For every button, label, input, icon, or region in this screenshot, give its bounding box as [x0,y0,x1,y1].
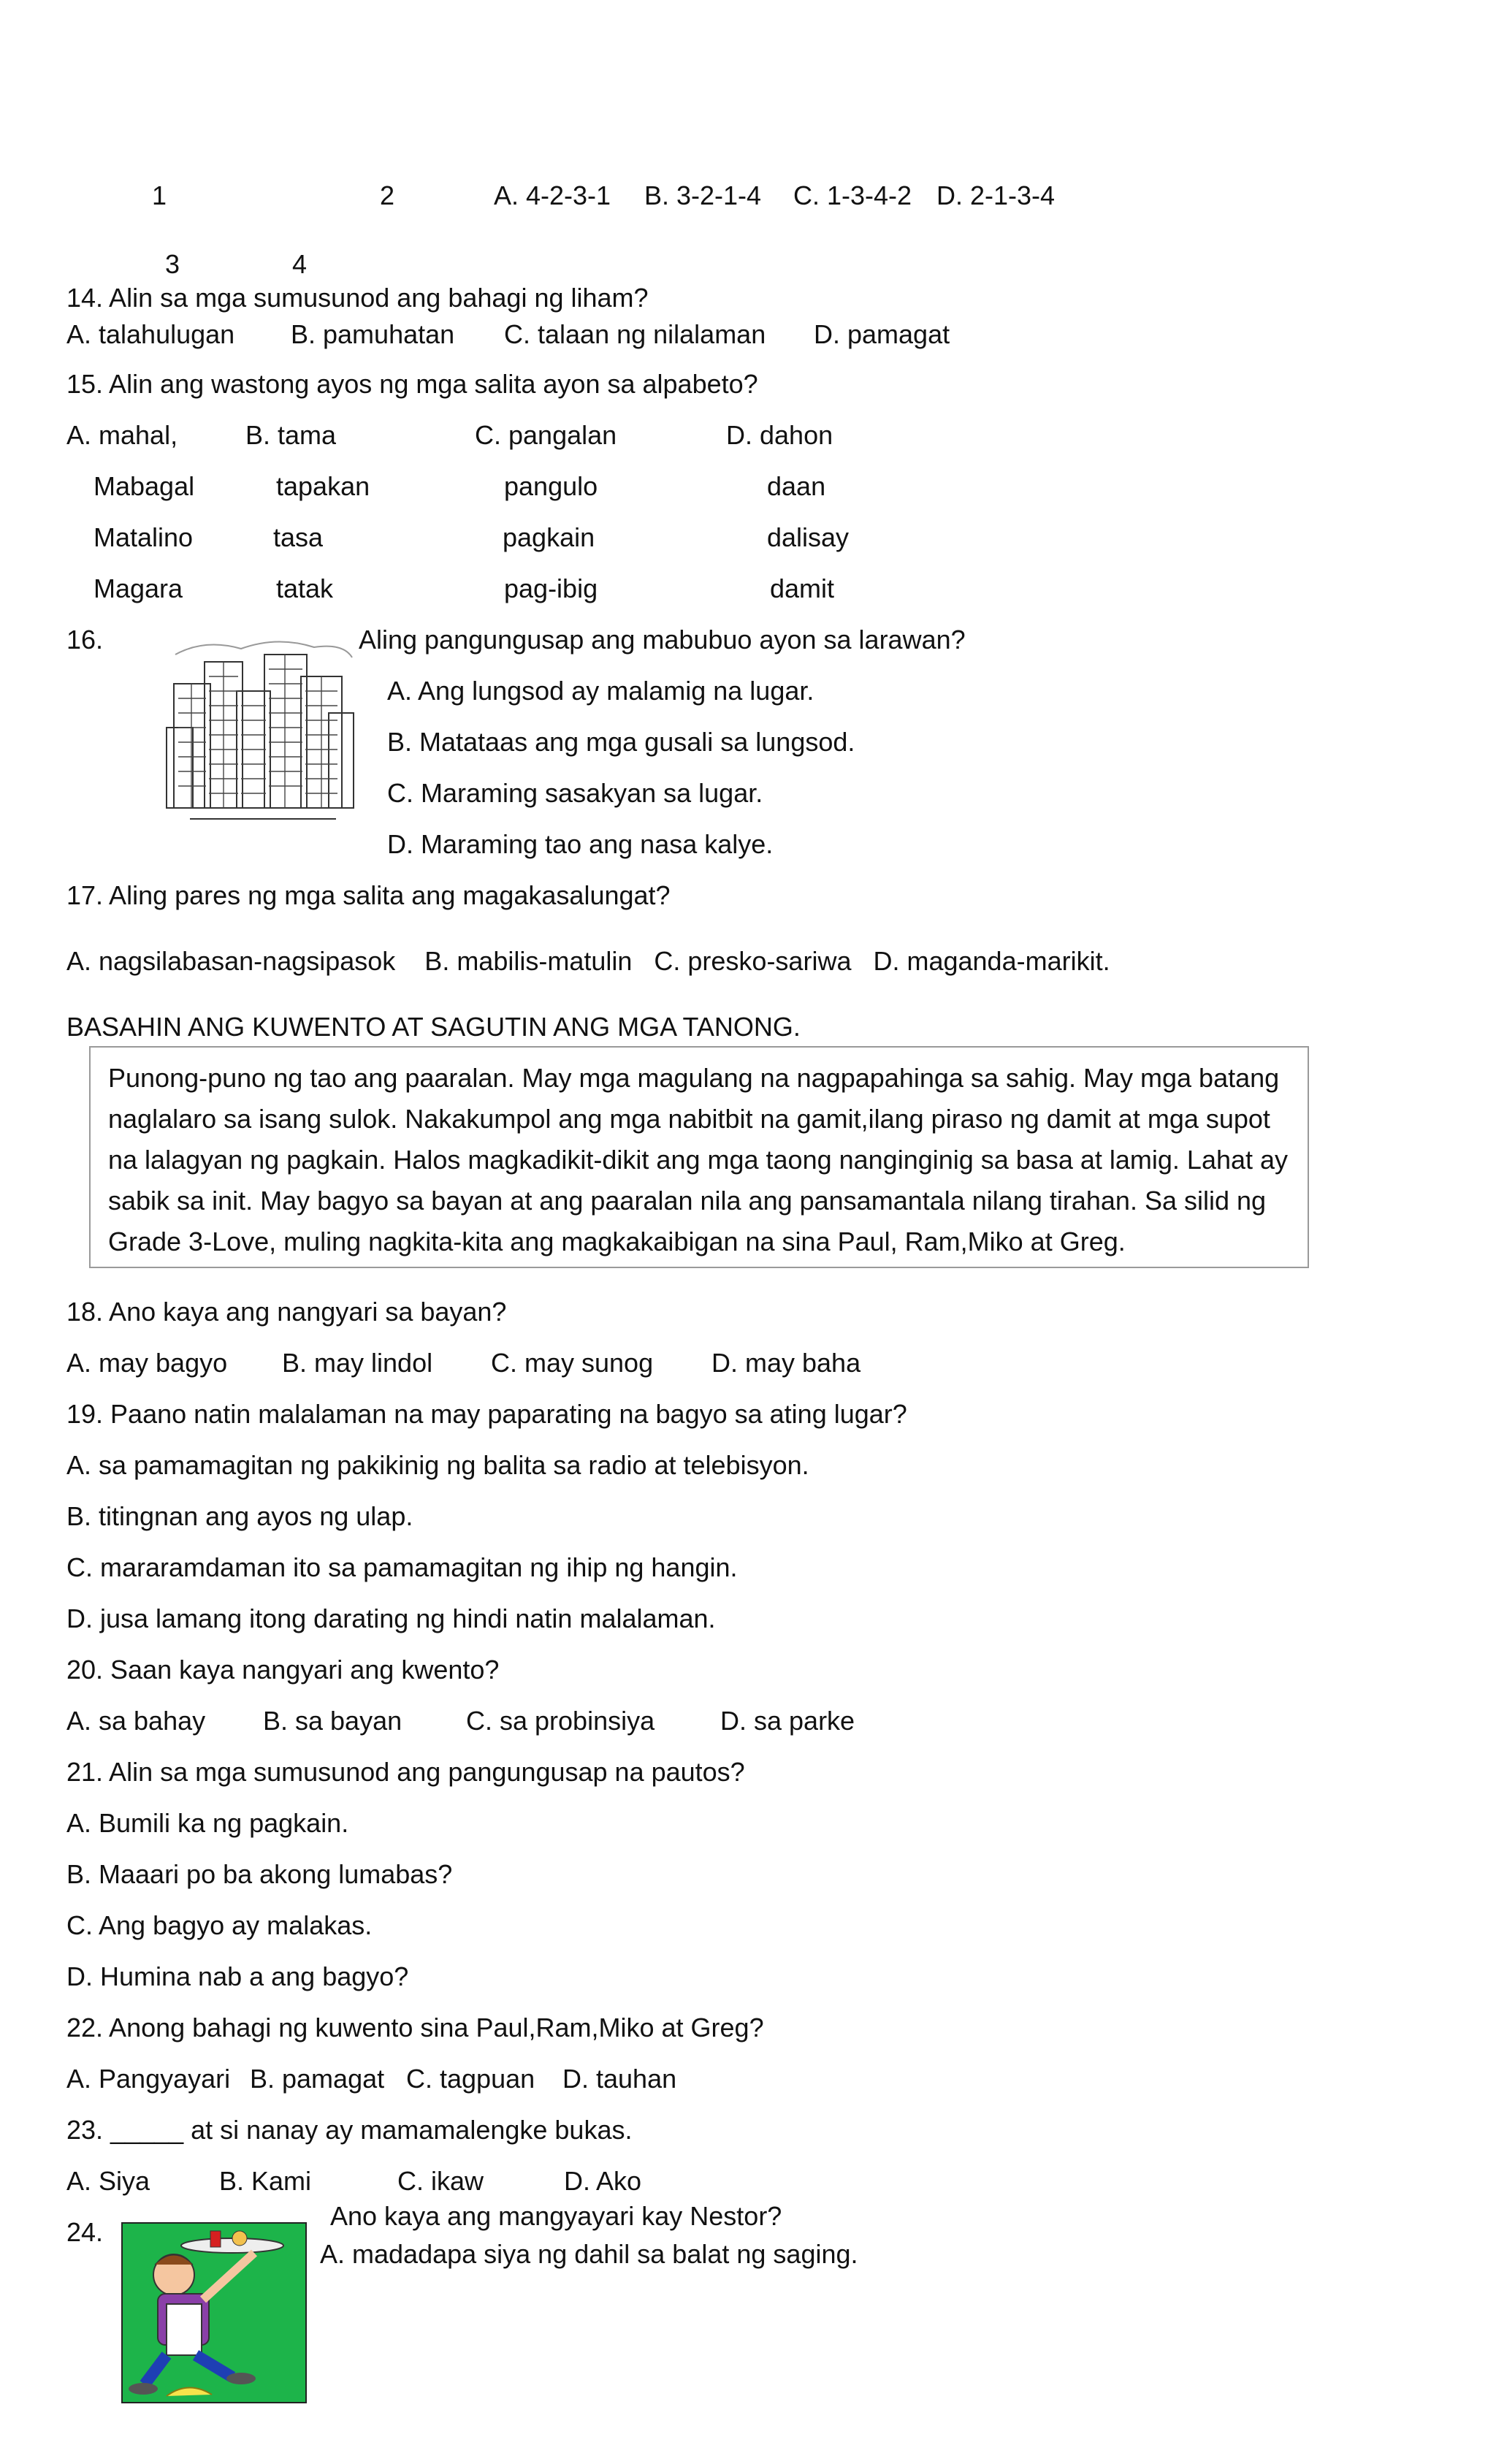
q18-option-c: C. may sunog [491,1348,654,1378]
passage-line-4: sabik sa init. May bagyo sa bayan at ang paaralan nila ang pansamantala nilang tirahan. Sa silid ng [108,1186,1267,1216]
q21-option-c: C. Ang bagyo ay malakas. [66,1910,373,1940]
passage-line-3: na lalagyan ng pagkain. Halos magkadikit-dikit ang mga taong nanginginig sa basa at lamig. Lahat ay [108,1145,1289,1175]
ordering-label-4: 4 [292,249,308,279]
q16-option-b: B. Matataas ang mga gusali sa lungsod. [387,727,855,757]
q23-option-c: C. ikaw [397,2166,484,2196]
q21-option-a: A. Bumili ka ng pagkain. [66,1808,349,1838]
q15-col-a-3: Magara [94,573,183,603]
q15-col-c-3: pag-ibig [504,573,598,603]
q23-option-a: A. Siya [66,2166,150,2196]
q15-col-d-1: daan [767,471,826,501]
q24-option-a: A. madadapa siya ng dahil sa balat ng saging. [320,2239,858,2269]
reading-heading: BASAHIN ANG KUWENTO AT SAGUTIN ANG MGA TANONG. [66,1012,801,1042]
q20-option-c: C. sa probinsiya [466,1706,655,1736]
q23-option-b: B. Kami [219,2166,312,2196]
question-24-number: 24. [66,2217,104,2247]
q22-option-b: B. pamagat [250,2064,385,2094]
ordering-label-2: 2 [380,180,395,210]
q15-col-b-2: tasa [273,522,324,552]
q16-option-d: D. Maraming tao ang nasa kalye. [387,829,774,859]
q18-option-d: D. may baha [711,1348,861,1378]
q23-option-d: D. Ako [564,2166,642,2196]
question-24: Ano kaya ang mangyayari kay Nestor? [330,2201,782,2231]
question-16-number: 16. [66,625,104,655]
q19-option-d: D. jusa lamang itong darating ng hindi natin malalaman. [66,1603,716,1633]
question-17: 17. Aling pares ng mga salita ang magakasalungat? [66,880,671,910]
q20-option-b: B. sa bayan [263,1706,402,1736]
question-20: 20. Saan kaya nangyari ang kwento? [66,1655,500,1685]
q15-col-b-3: tatak [276,573,334,603]
q14-option-d: D. pamagat [814,319,950,349]
question-18: 18. Ano kaya ang nangyari sa bayan? [66,1297,507,1327]
q18-option-a: A. may bagyo [66,1348,228,1378]
q15-col-d-0: D. dahon [726,420,833,450]
option-b: B. 3-2-1-4 [644,180,762,210]
waiter-slipping-image [121,2222,307,2403]
q15-col-c-2: pagkain [503,522,595,552]
q15-col-b-0: B. tama [245,420,337,450]
q15-col-d-2: dalisay [767,522,850,552]
passage-line-5: Grade 3-Love, muling nagkita-kita ang magkakaibigan na sina Paul, Ram,Miko at Greg. [108,1227,1126,1256]
q14-option-c: C. talaan ng nilalaman [504,319,766,349]
q18-option-b: B. may lindol [282,1348,433,1378]
q21-option-d: D. Humina nab a ang bagyo? [66,1961,409,1991]
question-22: 22. Anong bahagi ng kuwento sina Paul,Ram,Miko at Greg? [66,2013,764,2042]
option-c: C. 1-3-4-2 [793,180,912,210]
reading-passage-box [89,1046,1309,1268]
q20-option-d: D. sa parke [720,1706,855,1736]
question-23: 23. _____ at si nanay ay mamamalengke bukas. [66,2115,633,2145]
passage-line-1: Punong-puno ng tao ang paaralan. May mga magulang na nagpapahinga sa sahig. May mga batang [108,1063,1280,1093]
ordering-label-3: 3 [165,249,180,279]
q14-option-b: B. pamuhatan [291,319,455,349]
question-21: 21. Alin sa mga sumusunod ang pangungusap na pautos? [66,1757,745,1787]
q15-col-c-0: C. pangalan [475,420,617,450]
q15-col-a-1: Mabagal [94,471,195,501]
option-d: D. 2-1-3-4 [936,180,1056,210]
q15-col-b-1: tapakan [276,471,370,501]
city-buildings-image [161,633,356,830]
ordering-label-1: 1 [152,180,167,210]
q17-options: A. nagsilabasan-nagsipasok B. mabilis-matulin C. presko-sariwa D. maganda-marikit. [66,946,1110,976]
q21-option-b: B. Maaari po ba akong lumabas? [66,1859,453,1889]
q19-option-b: B. titingnan ang ayos ng ulap. [66,1501,413,1531]
q20-option-a: A. sa bahay [66,1706,206,1736]
question-16: Aling pangungusap ang mabubuo ayon sa larawan? [359,625,966,655]
q22-option-d: D. tauhan [562,2064,677,2094]
q14-option-a: A. talahulugan [66,319,235,349]
q16-option-c: C. Maraming sasakyan sa lugar. [387,778,763,808]
question-15: 15. Alin ang wastong ayos ng mga salita ayon sa alpabeto? [66,369,758,399]
city-icon [161,633,356,830]
q19-option-c: C. mararamdaman ito sa pamamagitan ng ihip ng hangin. [66,1552,738,1582]
q15-col-a-0: A. mahal, [66,420,178,450]
waiter-icon [123,2224,305,2402]
q22-option-a: A. Pangyayari [66,2064,231,2094]
question-14: 14. Alin sa mga sumusunod ang bahagi ng liham? [66,283,649,313]
q16-option-a: A. Ang lungsod ay malamig na lugar. [387,676,814,706]
q19-option-a: A. sa pamamagitan ng pakikinig ng balita sa radio at telebisyon. [66,1450,809,1480]
q15-col-a-2: Matalino [94,522,194,552]
question-19: 19. Paano natin malalaman na may paparating na bagyo sa ating lugar? [66,1399,907,1429]
q15-col-d-3: damit [770,573,835,603]
option-a: A. 4-2-3-1 [494,180,611,210]
q15-col-c-1: pangulo [504,471,598,501]
q22-option-c: C. tagpuan [406,2064,535,2094]
passage-line-2: naglalaro sa isang sulok. Nakakumpol ang mga nabitbit na gamit,ilang piraso ng damit at mga supot [108,1104,1270,1134]
